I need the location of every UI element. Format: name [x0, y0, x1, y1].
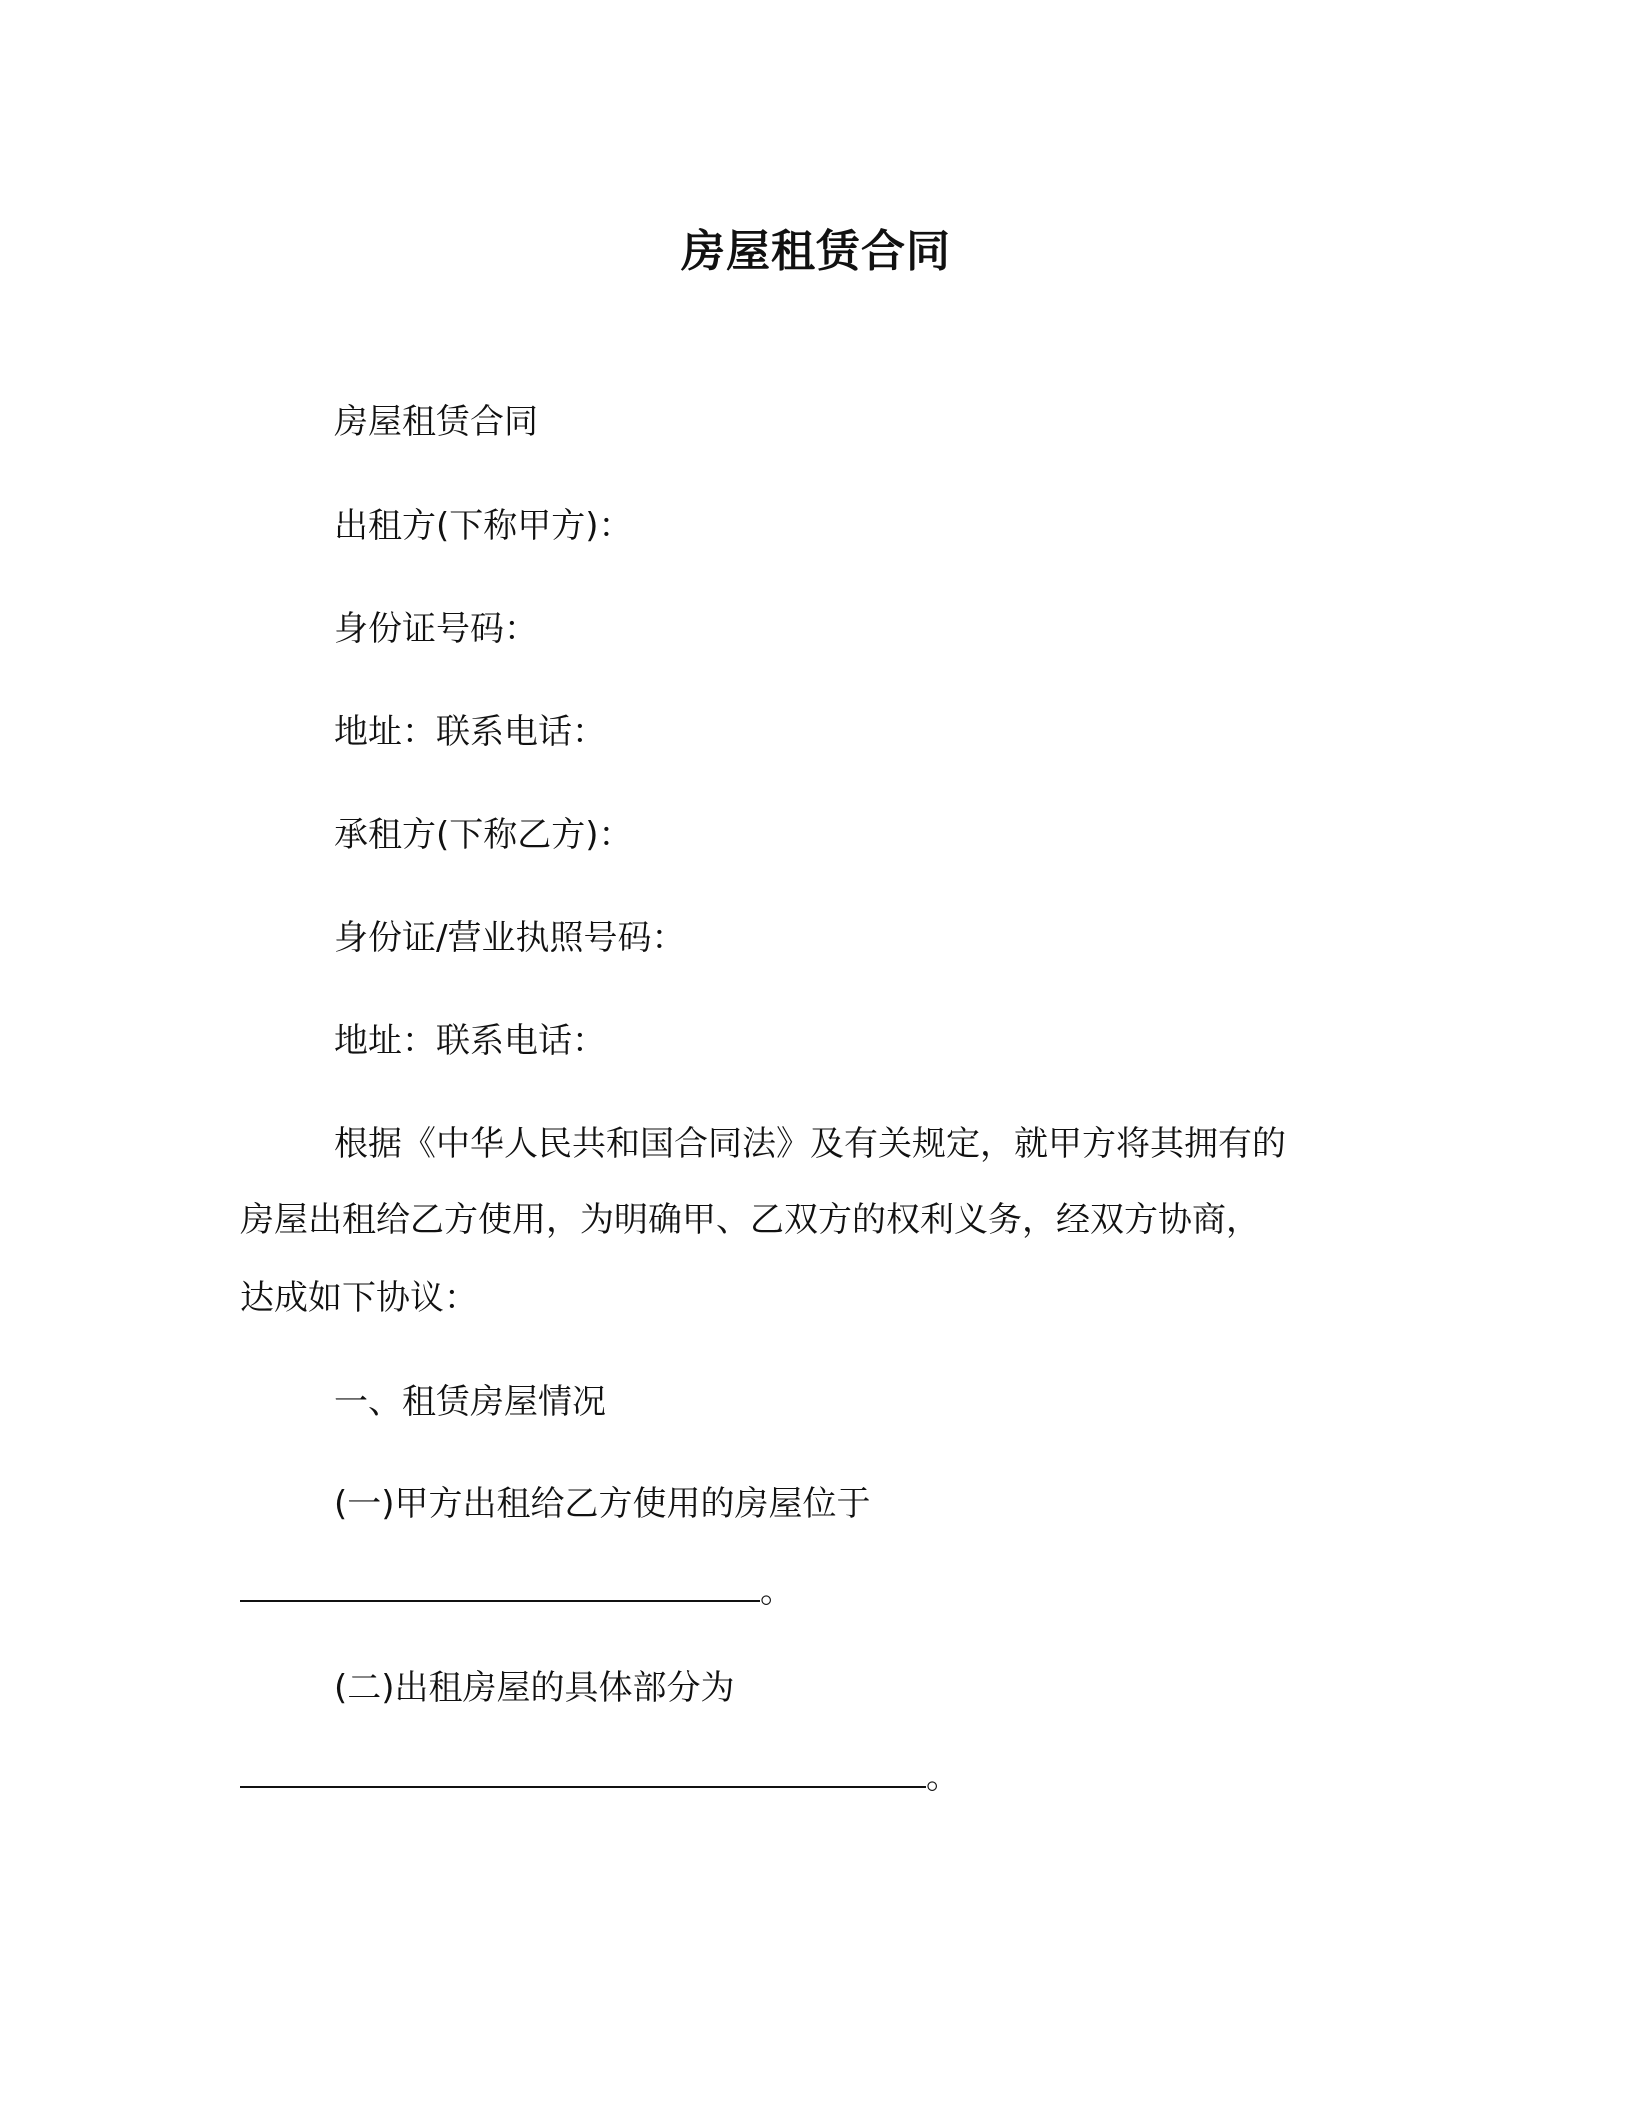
lessor-line: 出租方(下称甲方)：	[334, 506, 633, 546]
item-2-fill-blank[interactable]	[240, 1752, 926, 1788]
lessee-id-line: 身份证/营业执照号码：	[334, 918, 686, 958]
item-2-line: (二)出租房屋的具体部分为	[334, 1668, 735, 1708]
item-1-fill-blank[interactable]	[240, 1566, 760, 1602]
lessor-contact-line: 地址：联系电话：	[334, 712, 606, 752]
preamble-line-3: 达成如下协议：	[240, 1278, 478, 1318]
heading-repeat: 房屋租赁合同	[334, 402, 538, 442]
preamble-line-1: 根据《中华人民共和国合同法》及有关规定，就甲方将其拥有的	[334, 1124, 1286, 1164]
item-2-period: 。	[926, 1757, 960, 1797]
item-1-period: 。	[760, 1571, 794, 1611]
item-2-blank-line	[240, 1752, 960, 1801]
item-1-blank-line	[240, 1566, 794, 1615]
preamble-line-2: 房屋出租给乙方使用，为明确甲、乙双方的权利义务，经双方协商，	[240, 1200, 1260, 1240]
item-1-line: (一)甲方出租给乙方使用的房屋位于	[334, 1484, 871, 1524]
lessee-line: 承租方(下称乙方)：	[334, 815, 633, 855]
lessee-contact-line: 地址：联系电话：	[334, 1021, 606, 1061]
document-title: 房屋租赁合同	[681, 226, 951, 277]
lessor-id-line: 身份证号码：	[334, 609, 538, 649]
section-1-heading: 一、租赁房屋情况	[334, 1382, 606, 1422]
